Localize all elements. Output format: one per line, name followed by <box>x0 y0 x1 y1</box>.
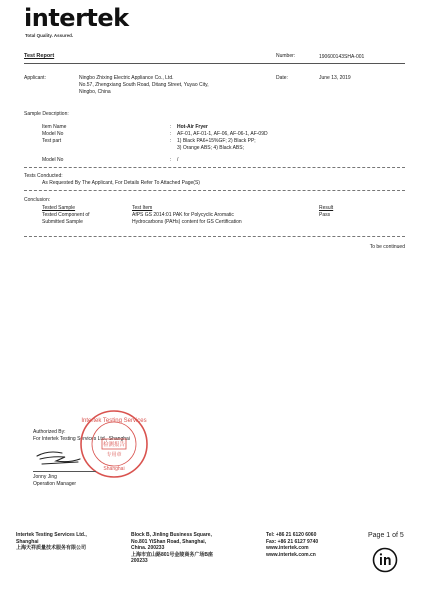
sample-row-value: Hot-Air Fryer <box>177 124 208 130</box>
conclusion-sample <box>42 212 90 226</box>
sample-row-value: / <box>177 157 179 163</box>
number-value: 190600143SHA-001 <box>319 54 365 60</box>
authorized-by: Authorized By: <box>33 429 66 435</box>
header-rule <box>24 63 405 64</box>
section-divider <box>24 190 405 191</box>
footer-company <box>16 532 87 552</box>
footer-contact-line: Fax: +86 21 6127 9740 <box>266 538 319 545</box>
section-divider <box>24 236 405 237</box>
date-label: Date: <box>276 75 288 81</box>
page-number: Page 1 of 5 <box>368 532 404 539</box>
sample-row-label: Model No <box>42 131 64 137</box>
svg-text:Intertek Testing Services: Intertek Testing Services <box>81 418 147 424</box>
to-be-continued: To be continued <box>369 244 405 250</box>
conclusion-sample-line: Tested Component of <box>42 212 90 218</box>
applicant-block <box>79 75 209 96</box>
sample-row-value: AF-01, AF-01-1, AF-06, AF-06-1, AF-09D <box>177 131 268 137</box>
footer-address-line: Block B, Jinling Business Square, <box>131 532 212 538</box>
footer-address-line: China. 200233 <box>131 545 165 551</box>
sample-row-value: 1) Black PA6+15%GF; 2) Black PP; <box>177 138 256 144</box>
sample-row-colon: : <box>170 131 172 137</box>
applicant-line: No.57, Zhengxiang South Road, Ditang Street, Yuyao City, <box>79 82 209 88</box>
conclusion-header-sample: Tested Sample <box>42 205 76 211</box>
tests-text: As Requested By The Applicant, For Details Refer To Attached Page(S) <box>42 180 200 186</box>
conclusion-header-item: Test Item <box>132 205 153 211</box>
sample-row-value: 3) Orange ABS; 4) Black ABS; <box>177 145 244 151</box>
sample-row-label: Test part <box>42 138 62 144</box>
applicant-line: Ningbo Zhixing Electric Appliance Co., Ltd. <box>79 75 174 81</box>
footer-contact-line: Tel: +86 21 6120 6060 <box>266 532 317 538</box>
sample-row-colon: : <box>170 138 172 144</box>
footer-address-line: 200233 <box>131 558 148 564</box>
sample-row-label: Model No <box>42 157 64 163</box>
conclusion-header-result: Result <box>319 205 334 211</box>
applicant-line: Ningbo, China <box>79 89 111 95</box>
conclusion-item-line: AfPS GS 2014:01 PAK for Polycyclic Aromatic <box>132 212 234 218</box>
footer-company-line: 上海天祥质量技术服务有限公司 <box>16 545 87 551</box>
conclusion-sample-line: Submitted Sample <box>42 219 83 225</box>
conclusion-result: Pass <box>319 212 331 218</box>
date-value: June 13, 2019 <box>319 75 351 81</box>
sample-section-label: Sample Description: <box>24 111 69 117</box>
conclusion-item-line: Hydrocarbons (PAHs) content for GS Certification <box>132 219 242 225</box>
section-divider <box>24 167 405 168</box>
footer-company-line: Intertek Testing Services Ltd., <box>16 532 87 538</box>
signer-role: Operation Manager <box>33 481 77 487</box>
signer-name: Jonny Jing <box>33 474 57 480</box>
number-label: Number: <box>276 53 296 59</box>
tagline: Total Quality. Assured. <box>25 33 74 38</box>
intertek-badge-icon <box>372 547 398 573</box>
footer-address-line: 上海市宜山路801号金陵商务广场B座 <box>131 551 213 558</box>
svg-text:检测报告: 检测报告 <box>102 442 126 448</box>
sample-row-label: Item Name <box>42 124 67 130</box>
intertek-logo: intertek <box>24 4 129 32</box>
authorized-company: For Intertek Testing Services Ltd., Shanghai <box>33 436 130 442</box>
footer-contact <box>266 532 318 558</box>
footer-address-line: No.801 YiShan Road, Shanghai, <box>131 538 207 545</box>
footer-contact-line: www.intertek.com <box>266 545 309 551</box>
tests-section-label: Tests Conducted: <box>24 173 63 179</box>
sample-row-colon: : <box>170 124 172 130</box>
sample-row-colon: : <box>170 157 172 163</box>
company-stamp <box>78 408 150 480</box>
report-title: Test Report <box>24 53 55 59</box>
svg-text:专用章: 专用章 <box>106 452 122 458</box>
svg-text:Shanghai: Shanghai <box>103 466 125 472</box>
footer-address <box>131 532 213 565</box>
signature-line <box>33 471 96 472</box>
footer-company-line: Shanghai <box>16 538 39 545</box>
conclusion-item <box>132 212 242 226</box>
conclusion-section-label: Conclusion: <box>24 197 51 203</box>
applicant-label: Applicant: <box>24 75 46 81</box>
footer-contact-line: www.intertek.com.cn <box>266 551 316 558</box>
